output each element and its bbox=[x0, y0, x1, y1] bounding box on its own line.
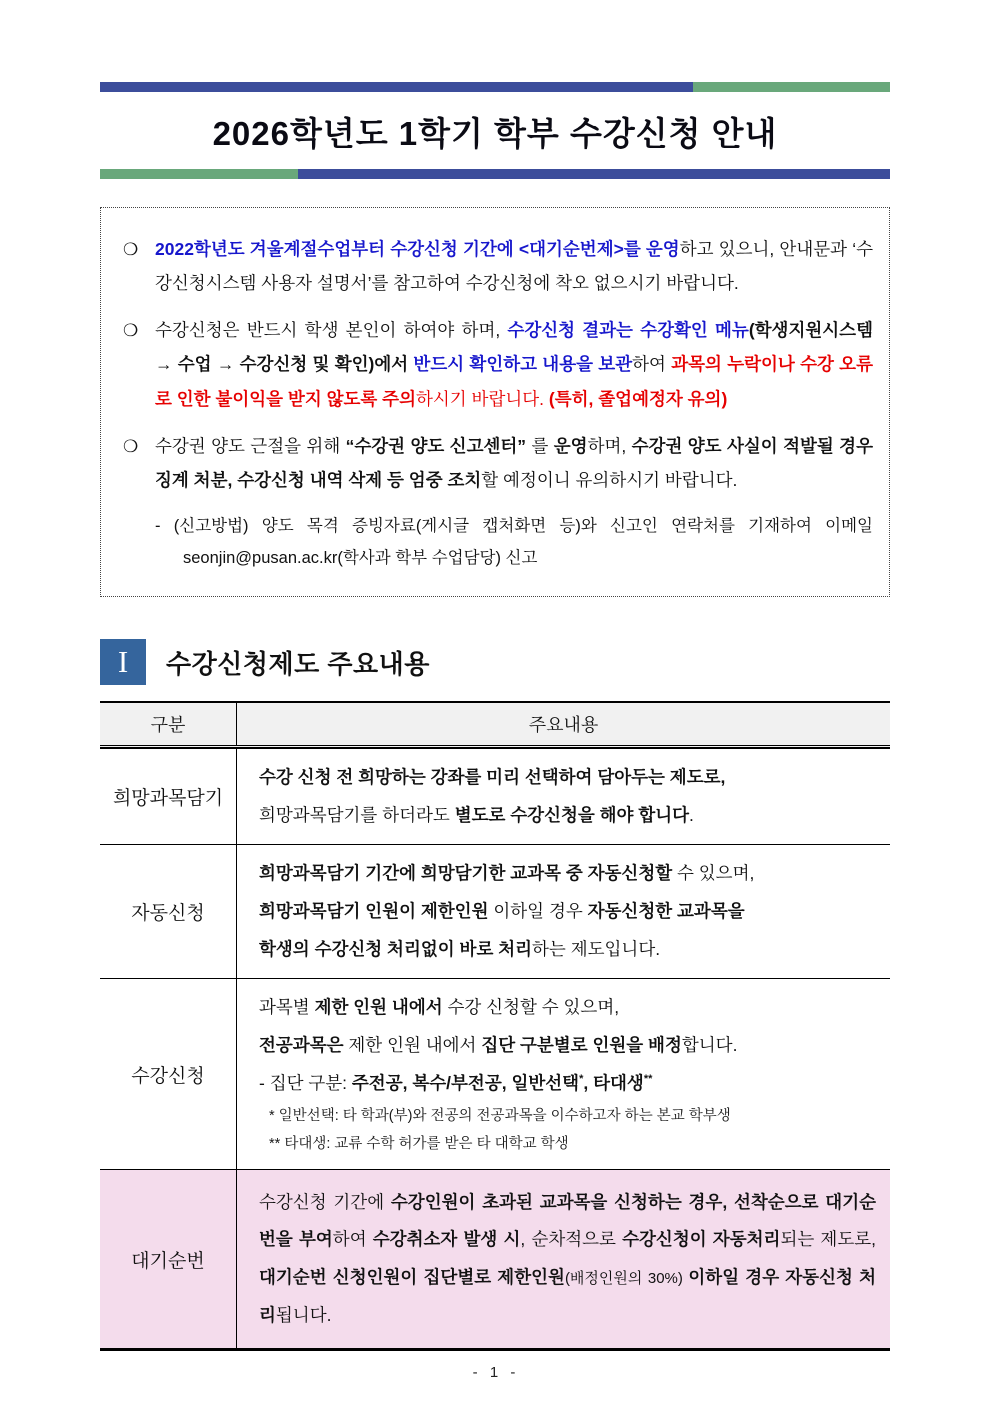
text-segment: 학생의 수강신청 처리없이 바로 처리 bbox=[259, 938, 533, 959]
text-segment: 하는 제도입니다. bbox=[532, 938, 661, 959]
text-segment: 할 예정이니 유의하시기 바랍니다. bbox=[481, 469, 738, 490]
header-cell-content: 주요내용 bbox=[528, 715, 599, 736]
page-title: 2026학년도 1학기 학부 수강신청 안내 bbox=[212, 115, 778, 152]
text-segment: 합니다. bbox=[681, 1034, 738, 1055]
content-line bbox=[259, 797, 882, 835]
text-segment: 제한 인원 내에서 bbox=[314, 997, 443, 1018]
text-segment: 수강취소자 발생 시 bbox=[372, 1229, 521, 1250]
row-content-cell bbox=[237, 845, 890, 978]
text-segment: 희망과목담기 기간에 희망담기한 교과목 중 자동신청할 bbox=[259, 863, 673, 884]
notice-bullet bbox=[117, 429, 873, 497]
text-segment: , 타대생 bbox=[583, 1072, 644, 1093]
footnote-line bbox=[259, 1102, 882, 1130]
section-numeral-badge: I bbox=[100, 639, 146, 685]
text-segment: 2022학년도 겨울계절수업부터 수강신청 기간에 <대기순번제>를 운영 bbox=[155, 239, 680, 259]
text-segment: 수강신청 결과는 수강확인 메뉴 bbox=[507, 320, 749, 341]
content-line bbox=[259, 1184, 876, 1335]
header-cell-category: 구분 bbox=[100, 703, 237, 745]
text-segment: ** bbox=[643, 1072, 653, 1085]
circle-bullet-icon: ❍ bbox=[123, 321, 139, 341]
bullet-text bbox=[155, 436, 873, 490]
text-segment: 대기순번 신청인원이 집단별로 제한인원 bbox=[259, 1267, 565, 1287]
text-segment: 이하일 경우 bbox=[488, 901, 588, 922]
text-segment: 하여 bbox=[332, 1229, 373, 1250]
content-line bbox=[259, 1027, 882, 1065]
notice-sub-bullet bbox=[117, 510, 873, 574]
top-bar-green-segment bbox=[693, 82, 891, 92]
text-segment: 과목별 bbox=[259, 997, 315, 1018]
document-page bbox=[100, 82, 890, 1351]
text-segment: 과목의 누락이나 수강 오류로 인한 불이익을 받지 않도록 주의 bbox=[155, 354, 873, 409]
table-row bbox=[100, 748, 890, 844]
text-segment: 하며, bbox=[587, 435, 632, 456]
text-segment: * 일반선택: 타 학과(부)와 전공의 전공과목을 이수하고자 하는 본교 학부생 bbox=[269, 1108, 731, 1125]
notice-box bbox=[100, 207, 890, 597]
table-row bbox=[100, 978, 890, 1168]
bullet-text bbox=[155, 320, 873, 408]
table-body bbox=[100, 748, 890, 1348]
top-accent-bar bbox=[100, 82, 890, 92]
text-segment: (특히, 졸업예정자 유의) bbox=[548, 388, 728, 409]
footnote-line bbox=[259, 1130, 882, 1158]
text-segment: 수강신청 기간에 bbox=[259, 1191, 391, 1212]
top-bar-blue-segment bbox=[100, 82, 693, 92]
text-segment: - 집단 구분: bbox=[259, 1072, 352, 1093]
text-segment: 수강신청은 반드시 학생 본인이 하여야 하며, bbox=[155, 320, 508, 341]
text-segment: * bbox=[579, 1072, 584, 1085]
row-content-cell bbox=[237, 1170, 890, 1349]
section-title: 수강신청제도 주요내용 bbox=[166, 648, 430, 679]
content-line bbox=[259, 931, 882, 969]
text-segment: (배정인원의 30%) bbox=[564, 1270, 689, 1287]
row-label-cell: 희망과목담기 bbox=[100, 749, 237, 844]
text-segment: 하여 bbox=[632, 354, 672, 375]
row-label-cell: 대기순번 bbox=[100, 1170, 237, 1349]
row-label-cell: 자동신청 bbox=[100, 845, 237, 978]
notice-bullet bbox=[117, 232, 873, 300]
text-segment: 수강 신청 전 희망하는 강좌를 미리 선택하여 담아두는 제도로, bbox=[259, 767, 726, 788]
text-segment: “수강권 양도 신고센터” bbox=[345, 435, 527, 456]
text-segment: 수 있으며, bbox=[672, 863, 755, 884]
text-segment: 수강권 양도 사실이 적발될 경우 징계 처분, 수강신청 내역 삭제 등 엄중 조치 bbox=[155, 435, 873, 490]
text-segment: 반드시 확인하고 내용을 보관 bbox=[413, 354, 633, 375]
text-segment: 수강신청이 자동처리 bbox=[622, 1229, 781, 1250]
bottom-bar-green-segment bbox=[100, 169, 298, 179]
text-segment: - (신고방법) 양도 목격 증빙자료(게시글 캡처화면 등)와 신고인 연락처를 기재하여 이메일 seonjin@pusan.ac.kr(학사과 학부 수업담당) 신고 bbox=[155, 516, 873, 568]
text-segment: 전공과목은 bbox=[259, 1034, 344, 1055]
text-segment: 되는 제도로, bbox=[780, 1229, 876, 1250]
content-line bbox=[259, 1065, 882, 1103]
table-header-row bbox=[100, 703, 890, 748]
content-line bbox=[259, 893, 882, 931]
row-content-cell bbox=[237, 979, 890, 1168]
text-segment: , 순차적으로 bbox=[520, 1229, 623, 1250]
circle-bullet-icon: ❍ bbox=[123, 436, 139, 456]
text-segment: (학생지원시스템 → 수업 → 수강신청 및 확인)에서 bbox=[155, 320, 873, 375]
row-label-cell: 수강신청 bbox=[100, 979, 237, 1168]
notice-bullet bbox=[117, 313, 873, 415]
sub-bullet-text bbox=[155, 517, 873, 567]
text-segment: 수강인원이 초과된 교과목을 신청하는 경우, 선착순으로 대기순번을 부여 bbox=[259, 1191, 876, 1250]
info-table bbox=[100, 701, 890, 1351]
circle-bullet-icon: ❍ bbox=[123, 240, 139, 259]
text-segment: 희망과목담기를 하더라도 bbox=[259, 804, 455, 825]
text-segment: ** 타대생: 교류 수학 허가를 받은 타 대학교 학생 bbox=[269, 1136, 569, 1153]
row-content-cell bbox=[237, 749, 890, 844]
text-segment: 이하일 경우 자동신청 처리 bbox=[259, 1267, 876, 1325]
text-segment: 별도로 수강신청을 해야 합니다 bbox=[454, 804, 690, 825]
text-segment: 를 bbox=[526, 435, 554, 456]
text-segment: 수강 신청할 수 있으며, bbox=[442, 997, 620, 1018]
table-row bbox=[100, 844, 890, 978]
text-segment: 제한 인원 내에서 bbox=[343, 1034, 482, 1055]
text-segment: 됩니다. bbox=[275, 1304, 332, 1325]
text-segment: 하고 있으니, 안내문과 ‘수강신청시스템 사용자 설명서’를 참고하여 수강신청에 착오 없으시기 바랍니다. bbox=[155, 239, 873, 294]
bullet-text bbox=[155, 239, 873, 293]
text-segment: 자동신청한 교과목을 bbox=[587, 901, 745, 922]
text-segment: 하시기 바랍니다. bbox=[415, 388, 549, 409]
content-line bbox=[259, 759, 882, 797]
page-number: - 1 - bbox=[472, 1364, 520, 1381]
bottom-bar-blue-segment bbox=[298, 169, 891, 179]
text-segment: 집단 구분별로 인원을 배정 bbox=[481, 1034, 682, 1055]
content-line bbox=[259, 855, 882, 893]
title-underline-bar bbox=[100, 169, 890, 179]
text-segment: . bbox=[689, 804, 694, 825]
text-segment: 수강권 양도 근절을 위해 bbox=[155, 435, 346, 456]
text-segment: 운영 bbox=[553, 435, 588, 456]
text-segment: 희망과목담기 인원이 제한인원 bbox=[259, 901, 489, 922]
table-row bbox=[100, 1169, 890, 1349]
content-line bbox=[259, 989, 882, 1027]
section-header bbox=[100, 639, 890, 685]
text-segment: 주전공, 복수/부전공, 일반선택 bbox=[351, 1072, 580, 1093]
